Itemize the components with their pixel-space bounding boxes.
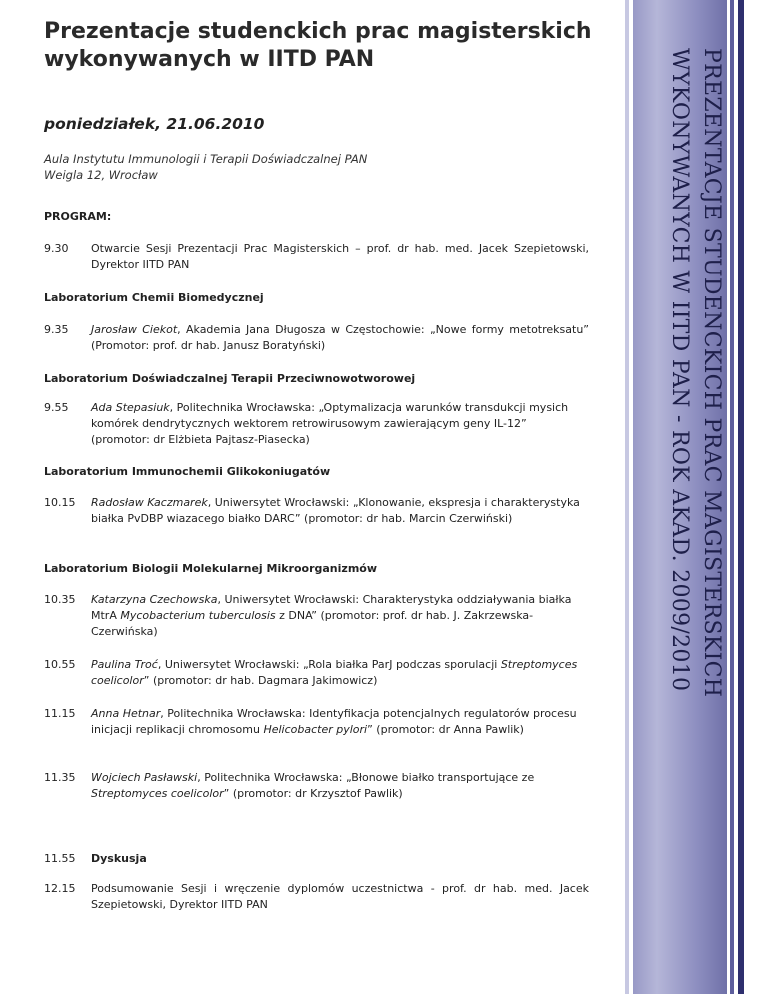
talk-details-a: , Uniwersytet Wrocławski: „Rola białka ParJ podczas sporulacji bbox=[157, 658, 501, 671]
schedule-item-talk-6 bbox=[44, 706, 589, 738]
item-time: 9.55 bbox=[44, 401, 69, 414]
talk-details: , Uniwersytet Wrocławski: „Klonowanie, ekspresja i charakterystyka białka PvDBP wiazacego białko DARC” (promotor: dr hab. Marcin Czerwiński) bbox=[91, 496, 580, 525]
item-time: 9.35 bbox=[44, 323, 69, 336]
talk-details-b: ” (promotor: dr hab. Dagmara Jakimowicz) bbox=[143, 674, 378, 687]
item-time: 12.15 bbox=[44, 882, 76, 895]
event-date: poniedziałek, 21.06.2010 bbox=[44, 115, 265, 133]
schedule-item-talk-4 bbox=[44, 592, 589, 640]
speaker-name: Jarosław Ciekot bbox=[91, 323, 178, 336]
lab-heading-3: Laboratorium Immunochemii Glikokoniugatów bbox=[44, 465, 331, 478]
lab-heading-4: Laboratorium Biologii Molekularnej Mikroorganizmów bbox=[44, 562, 377, 575]
schedule-item-talk-1 bbox=[44, 322, 589, 354]
species-name: Mycobacterium tuberculosis bbox=[120, 609, 276, 622]
lab-heading-1: Laboratorium Chemii Biomedycznej bbox=[44, 291, 264, 304]
item-time: 10.15 bbox=[44, 496, 76, 509]
talk-details-a: , Uniwersytet Wrocławski: Charakterystyka oddziaływania białka MtrA bbox=[91, 593, 572, 622]
vertical-banner bbox=[657, 48, 727, 808]
item-text bbox=[91, 706, 589, 738]
talk-details: , Akademia Jana Długosza w Częstochowie: „Nowe formy metotreksatu” (Promotor: prof. dr hab. Janusz Boratyński) bbox=[91, 323, 589, 352]
species-name: Streptomyces coelicolor bbox=[91, 658, 578, 687]
item-text: Otwarcie Sesji Prezentacji Prac Magisterskich – prof. dr hab. med. Jacek Szepietowski, Dyrektor IITD PAN bbox=[91, 242, 589, 271]
talk-details-b: z DNA” (promotor: prof. dr hab. J. Zakrzewska-Czerwińska) bbox=[91, 609, 534, 638]
item-time: 10.55 bbox=[44, 658, 76, 671]
item-text bbox=[91, 592, 589, 640]
document-title: Prezentacje studenckich prac magisterskich wykonywanych w IITD PAN bbox=[44, 19, 592, 72]
speaker-name: Katarzyna Czechowska bbox=[91, 593, 218, 606]
talk-details-b: ” (promotor: dr Krzysztof Pawlik) bbox=[223, 787, 403, 800]
talk-details-a: , Politechnika Wrocławska: Identyfikacja potencjalnych regulatorów procesu inicjacji replikacji chromosomu bbox=[91, 707, 577, 736]
vertical-banner-line-1: PREZENTACJE STUDENCKICH PRAC MAGISTERSKICH bbox=[699, 48, 724, 698]
speaker-name: Radosław Kaczmarek bbox=[91, 496, 208, 509]
vertical-banner-line-2: WYKONYWANYCH W IITD PAN - ROK AKAD. 2009/2010 bbox=[667, 48, 692, 692]
species-name: Streptomyces coelicolor bbox=[91, 787, 224, 800]
schedule-item-talk-5 bbox=[44, 657, 589, 689]
lab-heading-2: Laboratorium Doświadczalnej Terapii Przeciwnowotworowej bbox=[44, 372, 416, 385]
schedule-item-talk-3 bbox=[44, 495, 589, 527]
program-label: PROGRAM: bbox=[44, 210, 112, 223]
venue bbox=[44, 151, 367, 183]
talk-details: , Politechnika Wrocławska: „Optymalizacja warunków transdukcji mysich komórek dendrytycznych wektorem retrowirusowym zawierającym geny IL-12” (promotor: dr Elżbieta Pajtasz-Piasecka) bbox=[91, 401, 569, 446]
speaker-name: Wojciech Pasławski bbox=[91, 771, 198, 784]
item-time: 9.30 bbox=[44, 242, 69, 255]
schedule-item-closing bbox=[44, 881, 589, 913]
item-text: Dyskusja bbox=[91, 852, 147, 865]
schedule-item-talk-7 bbox=[44, 770, 589, 802]
schedule-item-discussion bbox=[44, 851, 589, 867]
item-time: 11.15 bbox=[44, 707, 76, 720]
item-text bbox=[91, 657, 589, 689]
item-text: Podsumowanie Sesji i wręczenie dyplomów uczestnictwa - prof. dr hab. med. Jacek Szepietowski, Dyrektor IITD PAN bbox=[91, 882, 589, 911]
venue-line-1: Aula Instytutu Immunologii i Terapii Doświadczalnej PAN bbox=[44, 152, 368, 166]
venue-line-2: Weigla 12, Wrocław bbox=[44, 168, 158, 182]
item-text bbox=[91, 495, 589, 527]
item-text bbox=[91, 322, 589, 354]
speaker-name: Anna Hetnar bbox=[91, 707, 161, 720]
item-time: 11.55 bbox=[44, 852, 76, 865]
item-time: 11.35 bbox=[44, 771, 76, 784]
item-time: 10.35 bbox=[44, 593, 76, 606]
talk-details-a: , Politechnika Wrocławska: „Błonowe białko transportujące ze bbox=[197, 771, 535, 784]
talk-details-b: ” (promotor: dr Anna Pawlik) bbox=[367, 723, 524, 736]
item-text bbox=[91, 400, 589, 448]
schedule-item-opening bbox=[44, 241, 589, 273]
speaker-name: Ada Stepasiuk bbox=[91, 401, 170, 414]
species-name: Helicobacter pylori bbox=[263, 723, 368, 736]
item-text bbox=[91, 770, 589, 802]
speaker-name: Paulina Troć bbox=[91, 658, 158, 671]
schedule-item-talk-2 bbox=[44, 400, 589, 448]
